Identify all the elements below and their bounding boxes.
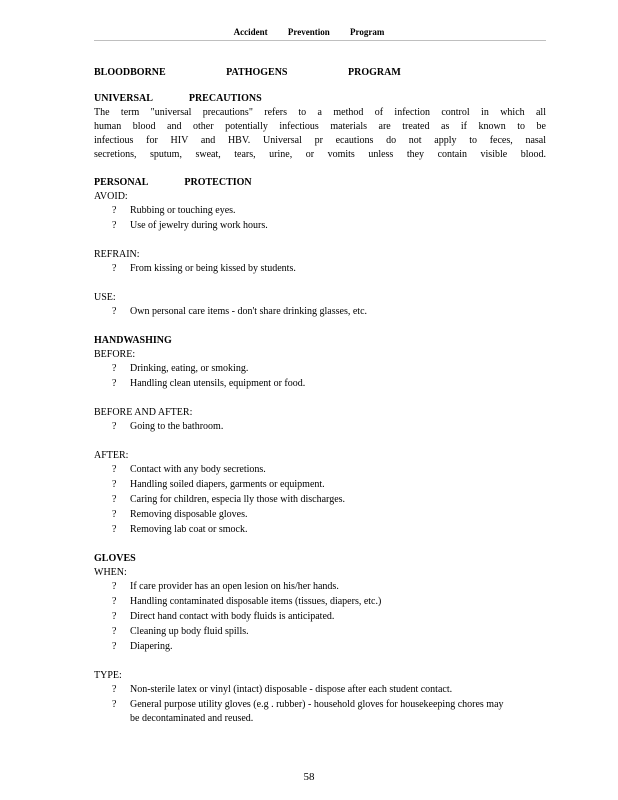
list-item: ? Own personal care items - don't share drinking glasses, etc.: [112, 306, 368, 317]
use-label: USE:: [94, 292, 116, 303]
bullet-icon: ?: [112, 421, 117, 432]
bullet-icon: ?: [112, 464, 117, 475]
list-item: ? Handling contaminated disposable items (tissues, diapers, etc.): [112, 596, 382, 607]
bullet-icon: ?: [112, 378, 117, 389]
bullet-icon: ?: [112, 581, 117, 592]
bullet-icon: ?: [112, 479, 117, 490]
after-label: AFTER:: [94, 450, 129, 461]
bullet-icon: ?: [112, 611, 117, 622]
list-item: ? Non-sterile latex or vinyl (intact) disposable - dispose after each student contact.: [112, 684, 453, 695]
bullet-icon: ?: [112, 494, 117, 505]
document-title: BLOODBORNE PATHOGENS PROGRAM: [94, 67, 401, 78]
bullet-icon: ?: [112, 263, 117, 274]
list-item: ? General purpose utility gloves (e.g . rubber) - household gloves for housekeeping chores may be decontaminated and reused.: [112, 699, 504, 724]
bullet-icon: ?: [112, 641, 117, 652]
when-label: WHEN:: [94, 567, 127, 578]
universal-paragraph: [94, 106, 546, 162]
paragraph-line: human blood and other potentially infectious materials are treated as if known to be: [94, 121, 546, 132]
after-list: [94, 463, 546, 537]
handwashing-heading: HANDWASHING: [94, 335, 172, 346]
list-item: ? Drinking, eating, or smoking.: [112, 363, 249, 374]
paragraph-line: infectious for HIV and HBV. Universal pr ecautions do not apply to feces, nasal: [94, 135, 546, 146]
bullet-icon: ?: [112, 205, 117, 216]
before-and-after-list: [94, 420, 546, 434]
page-number: 58: [303, 771, 315, 783]
bullet-icon: ?: [112, 596, 117, 607]
avoid-label: AVOID:: [94, 191, 128, 202]
list-item: ? Removing lab coat or smock.: [112, 524, 248, 535]
list-item: ? If care provider has an open lesion on his/her hands.: [112, 581, 339, 592]
running-header: Accident Prevention Program: [233, 27, 385, 37]
bullet-icon: ?: [112, 363, 117, 374]
before-list: [94, 362, 546, 391]
header-rule: [94, 40, 546, 41]
list-item: ? Cleaning up body fluid spills.: [112, 626, 249, 637]
avoid-list: [94, 204, 546, 233]
bullet-icon: ?: [112, 699, 117, 710]
bullet-icon: ?: [112, 509, 117, 520]
list-item: ? Use of jewelry during work hours.: [112, 220, 268, 231]
universal-heading: UNIVERSAL PRECAUTIONS: [94, 93, 262, 104]
page-body: [94, 66, 546, 727]
list-item: ? Handling soiled diapers, garments or equipment.: [112, 479, 325, 490]
list-item: ? Going to the bathroom.: [112, 421, 224, 432]
bullet-icon: ?: [112, 306, 117, 317]
list-item: ? From kissing or being kissed by students.: [112, 263, 296, 274]
list-item: ? Handling clean utensils, equipment or food.: [112, 378, 306, 389]
list-item: ? Caring for children, especia lly those with discharges.: [112, 494, 346, 505]
before-and-after-label: BEFORE AND AFTER:: [94, 407, 193, 418]
type-label: TYPE:: [94, 670, 122, 681]
bullet-icon: ?: [112, 626, 117, 637]
use-list: [94, 305, 546, 319]
paragraph-line: The term "universal precautions" refers to a method of infection control in which all: [94, 107, 546, 118]
list-item: ? Rubbing or touching eyes.: [112, 205, 236, 216]
when-list: [94, 580, 546, 654]
refrain-label: REFRAIN:: [94, 249, 140, 260]
type-list: [94, 683, 514, 726]
list-item: ? Direct hand contact with body fluids is anticipated.: [112, 611, 335, 622]
list-item: ? Removing disposable gloves.: [112, 509, 248, 520]
bullet-icon: ?: [112, 524, 117, 535]
paragraph-line: secretions, sputum, sweat, tears, urine, or vomits unless they contain visible blood.: [94, 149, 546, 160]
personal-heading: PERSONAL PROTECTION: [94, 177, 252, 188]
bullet-icon: ?: [112, 684, 117, 695]
gloves-heading: GLOVES: [94, 553, 136, 564]
refrain-list: [94, 262, 546, 276]
bullet-icon: ?: [112, 220, 117, 231]
list-item: ? Contact with any body secretions.: [112, 464, 266, 475]
before-label: BEFORE:: [94, 349, 136, 360]
list-item: ? Diapering.: [112, 641, 173, 652]
